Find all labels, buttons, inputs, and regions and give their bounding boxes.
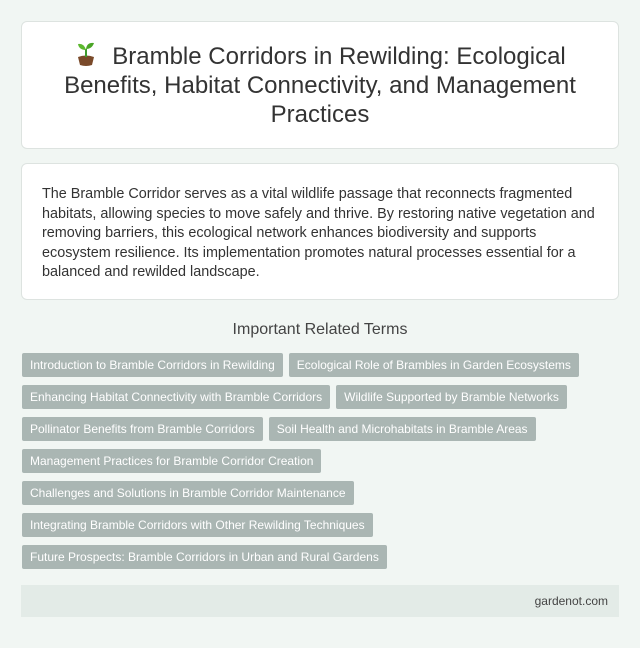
related-term-tag[interactable]: Introduction to Bramble Corridors in Rewilding: [22, 353, 283, 377]
related-term-tag[interactable]: Soil Health and Microhabitats in Bramble Areas: [269, 417, 536, 441]
related-terms-heading: Important Related Terms: [232, 321, 408, 338]
title-card: [21, 21, 619, 149]
footer-site-link[interactable]: gardenot.com: [534, 594, 608, 608]
page-title-text: Bramble Corridors in Rewilding: Ecological Benefits, Habitat Connectivity, and Management Practices: [64, 43, 576, 128]
description-card: [21, 163, 619, 300]
related-term-tag[interactable]: Management Practices for Bramble Corridor Creation: [22, 449, 321, 473]
related-term-tag[interactable]: Future Prospects: Bramble Corridors in Urban and Rural Gardens: [22, 545, 387, 569]
related-term-tag[interactable]: Enhancing Habitat Connectivity with Bramble Corridors: [22, 385, 330, 409]
related-terms-list: [22, 353, 620, 569]
related-term-tag[interactable]: Wildlife Supported by Bramble Networks: [336, 385, 567, 409]
footer: [21, 585, 619, 617]
seedling-icon: [74, 41, 98, 67]
related-term-tag[interactable]: Challenges and Solutions in Bramble Corridor Maintenance: [22, 481, 354, 505]
description-text: The Bramble Corridor serves as a vital wildlife passage that reconnects fragmented habitats, allowing species to move safely and thrive. By restoring native vegetation and removing barriers, this ecological network enhances biodiversity and supports ecosystem resilience. Its implementation promotes natural processes essential for a balanced and rewilded landscape.: [42, 186, 595, 281]
related-term-tag[interactable]: Pollinator Benefits from Bramble Corridors: [22, 417, 263, 441]
related-term-tag[interactable]: Integrating Bramble Corridors with Other Rewilding Techniques: [22, 513, 373, 537]
related-term-tag[interactable]: Ecological Role of Brambles in Garden Ecosystems: [289, 353, 579, 377]
page-title: [22, 41, 618, 129]
